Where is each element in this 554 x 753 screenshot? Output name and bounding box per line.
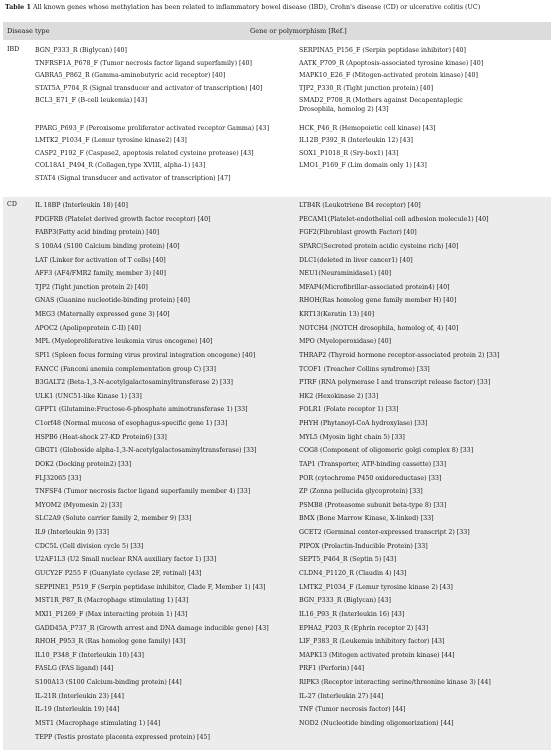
gene-text: U2AF1L3 (U2 Small nuclear RNA auxiliary factor 1) [33] xyxy=(35,556,217,564)
gene-text: MPO (Myeloperoxidase) [40] xyxy=(299,338,392,346)
gene-text: GBGT1 (Globoside alpha-1,3-N-acetylgalactosaminyltransferase) [33] xyxy=(35,447,257,455)
gene-cell-right xyxy=(299,664,549,673)
gene-cell-left xyxy=(35,569,295,578)
section-ibd xyxy=(3,42,551,196)
gene-cell-left xyxy=(35,161,295,170)
gene-text: TNFSF4 (Tumor necrosis factor ligand superfamily member 4) [33] xyxy=(35,488,251,496)
gene-text: DOK2 (Docking protein2) [33] xyxy=(35,460,132,468)
gene-cell-right xyxy=(299,46,549,55)
header-gene: Gene or polymorphism [Ref.] xyxy=(250,27,347,35)
gene-cell-left xyxy=(35,351,295,360)
gene-cell-right xyxy=(299,136,549,145)
gene-text: AFF3 (AF4/FMR2 family, member 3) [40] xyxy=(35,270,166,278)
gene-cell-left xyxy=(35,528,295,537)
gene-text: LTB4R (Leukotriene B4 receptor) [40] xyxy=(299,202,421,209)
gene-cell-right xyxy=(299,242,549,251)
gene-text: MXI1_P1269_F (Max interacting protein 1) [43] xyxy=(35,610,188,618)
gene-cell-right xyxy=(299,149,549,158)
gene-cell-left xyxy=(35,149,295,158)
gene-text: BCL3_E71_F (B-cell leukemia) [43] xyxy=(35,97,148,104)
gene-text: HSPB6 (Heat-shock 27-KD Protein6) [33] xyxy=(35,433,167,441)
gene-cell-left xyxy=(35,474,295,483)
gene-cell-left xyxy=(35,337,295,346)
gene-text: TJP2_P330_R (Tight junction protein) [40] xyxy=(299,84,434,92)
gene-cell-right xyxy=(299,460,549,469)
gene-cell-left xyxy=(35,378,295,387)
section-cd xyxy=(3,197,551,750)
gene-cell-left xyxy=(35,678,295,687)
gene-cell-left xyxy=(35,242,295,251)
gene-text: CLDN4_P1120_R (Claudin 4) [43] xyxy=(299,570,407,577)
caption-label: Table 1 xyxy=(5,3,31,11)
gene-text: STAT4 (Signal transducer and activator of transcription) [47] xyxy=(35,174,231,182)
gene-text: PHYH (Phytanoyl-CoA hydroxylase) [33] xyxy=(299,420,428,428)
gene-cell-right xyxy=(299,296,549,305)
gene-cell-left xyxy=(35,583,295,592)
gene-cell-left xyxy=(35,84,295,93)
gene-text: IL-21R (Interleukin 23) [44] xyxy=(35,692,124,700)
gene-cell-right xyxy=(299,351,549,360)
gene-text: FANCC (Fanconi anemia complementation group C) [33] xyxy=(35,365,217,373)
gene-cell-left xyxy=(35,664,295,673)
gene-cell-right xyxy=(299,651,549,660)
gene-text: C1orf48 (Normal mucosa of esophagus-specific gene 1) [33] xyxy=(35,420,228,428)
gene-text: MST1R_P87_R (Macrophage stimulating 1) [43] xyxy=(35,597,189,605)
gene-cell-left xyxy=(35,256,295,265)
gene-text: PPARG_P693_F (Peroxisome proliferator activated receptor Gamma) [43] xyxy=(35,124,270,132)
gene-text: HK2 (Hexokinase 2) [33] xyxy=(299,392,379,400)
gene-cell-left xyxy=(35,692,295,701)
gene-cell-left xyxy=(35,555,295,564)
gene-cell-right xyxy=(299,324,549,333)
gene-cell-left xyxy=(35,124,295,133)
gene-text: BMX (Bone Marrow Kinase, X-linked) [33] xyxy=(299,515,434,523)
gene-text: GABRA5_P862_R (Gamma-aminobutyric acid receptor) [40] xyxy=(35,72,226,79)
gene-cell-right xyxy=(299,555,549,564)
gene-text: TNF (Tumor necrosis factor) [44] xyxy=(299,706,406,714)
gene-cell-left xyxy=(35,365,295,374)
gene-cell-right xyxy=(299,378,549,387)
gene-text: POR (cytochrome P450 oxidoreductase) [33] xyxy=(299,474,442,482)
gene-text: Drosophila, homolog 2) [43] xyxy=(299,106,389,113)
gene-text: LMTK2_P1034_F (Lemur tyrosine kinase2) [43] xyxy=(35,137,187,144)
gene-text: SOX1_P1018_R (Sry-box1) [43] xyxy=(299,149,399,157)
gene-cell-left xyxy=(35,419,295,428)
gene-text: BGN_P333_R (Biglycan) [40] xyxy=(35,47,127,54)
gene-cell-right xyxy=(299,719,549,728)
gene-text: IL16_P93_R (Interleukin 16) [43] xyxy=(299,610,405,618)
gene-cell-right xyxy=(299,624,549,633)
gene-text: MYOM2 (Myomesin 2) [33] xyxy=(35,501,122,509)
gene-cell-left xyxy=(35,487,295,496)
gene-text: TJP2 (Tight junction protein 2) [40] xyxy=(35,283,148,291)
gene-text: COG8 (Component of oligomeric golgi complex 8) [33] xyxy=(299,447,474,455)
table-caption xyxy=(5,3,551,12)
gene-text: CDC5L (Cell division cycle 5) [33] xyxy=(35,542,144,550)
gene-cell-left xyxy=(35,651,295,660)
gene-cell-right xyxy=(299,596,549,605)
gene-cell-left xyxy=(35,59,295,68)
gene-cell-left xyxy=(35,433,295,442)
gene-cell-left xyxy=(35,201,295,210)
gene-text: GUCY2F P255 F (Guanylate cyclase 2F, retinal) [43] xyxy=(35,570,202,577)
gene-text: RHOH_P953_R (Ras homolog gene family) [43] xyxy=(35,638,186,646)
gene-cell-right xyxy=(299,84,549,93)
table-header xyxy=(3,22,551,40)
gene-text: SPI1 (Spleen focus forming virus proviral integration oncogene) [40] xyxy=(35,351,256,359)
gene-text: NEU1(Neuraminidase1) [40] xyxy=(299,270,392,278)
gene-cell-right xyxy=(299,514,549,523)
gene-cell-right xyxy=(299,705,549,714)
gene-cell-left xyxy=(35,514,295,523)
gene-cell-right xyxy=(299,124,549,133)
gene-text: PECAM1(Platelet-endothelial cell adhesion molecule1) [40] xyxy=(299,215,489,223)
gene-cell-right xyxy=(299,365,549,374)
gene-cell-right xyxy=(299,269,549,278)
caption-text: All known genes whose methylation has been related to inflammatory bowel disease (IBD), Crohn's disease (CD) or ulcerative colitis (UC) xyxy=(32,3,481,11)
gene-cell-right xyxy=(299,283,549,292)
gene-cell-right xyxy=(299,501,549,510)
gene-cell-left xyxy=(35,610,295,619)
gene-cell-left xyxy=(35,71,295,80)
gene-text: LIF_P383_R (Leukemia inhibitory factor) [43] xyxy=(299,638,445,646)
gene-text: MFAP4(Microfibrillar-associated protein4) [40] xyxy=(299,283,450,291)
gene-text: SERPINA5_P156_F (Serpin peptidase inhibitor) [40] xyxy=(299,47,466,54)
gene-cell-left xyxy=(35,215,295,224)
gene-cell-left xyxy=(35,174,295,183)
gene-cell-right xyxy=(299,487,549,496)
gene-text: DLC1(deleted in liver cancer1) [40] xyxy=(299,256,413,264)
gene-cell-left xyxy=(35,637,295,646)
gene-cell-right xyxy=(299,678,549,687)
gene-cell-right xyxy=(299,637,549,646)
gene-cell-left xyxy=(35,228,295,237)
gene-cell-left xyxy=(35,542,295,551)
gene-text: MEG3 (Maternally expressed gene 3) [40] xyxy=(35,311,170,319)
gene-cell-left xyxy=(35,324,295,333)
gene-cell-right xyxy=(299,569,549,578)
gene-cell-left xyxy=(35,136,295,145)
gene-text: FOLR1 (Folate receptor 1) [33] xyxy=(299,406,399,414)
header-disease-type: Disease type xyxy=(7,27,50,35)
gene-text: CASP2_P192_F (Caspase2, apoptosis related cysteine protease) [43] xyxy=(35,149,254,157)
gene-text: LAT (Linker for activation of T cells) [40] xyxy=(35,256,166,264)
gene-text: TEPP (Testis prostate placenta expressed protein) [45] xyxy=(35,733,210,741)
gene-text: SEPPINE1_P519_F (Serpin peptidase inhibitor, Clade F, Member 1) [43] xyxy=(35,583,266,591)
gene-text: THRAP2 (Thyroid hormone receptor-associated protein 2) [33] xyxy=(299,351,500,359)
gene-cell-right xyxy=(299,474,549,483)
gene-cell-right xyxy=(299,228,549,237)
gene-text: IL9 (Interleukin 9) [33] xyxy=(35,529,110,537)
gene-cell-right xyxy=(299,59,549,68)
gene-cell-left xyxy=(35,460,295,469)
gene-cell-right xyxy=(299,583,549,592)
gene-text: GCET2 (Germinal center-expressed transcript 2) [33] xyxy=(299,529,470,537)
gene-cell-right xyxy=(299,71,549,80)
gene-text: B3GALT2 (Beta-1,3-N-acetylgalactosaminyltransferase 2) [33] xyxy=(35,379,233,387)
gene-text: HCK_P46_R (Hemopoietic cell kinase) [43] xyxy=(299,124,436,132)
gene-text: AATK_P709_R (Apoptosis-associated tyrosine kinase) [40] xyxy=(299,59,484,67)
gene-cell-left xyxy=(35,310,295,319)
gene-text: IL10_P348_F (Interleukin 10) [43] xyxy=(35,651,144,659)
gene-text: MST1 (Macrophage stimulating 1) [44] xyxy=(35,719,161,727)
gene-text: PTRF (RNA polymerase I and transcript release factor) [33] xyxy=(299,379,491,387)
gene-cell-right xyxy=(299,405,549,414)
disease-type-cd: CD xyxy=(7,201,17,208)
disease-type-ibd: IBD xyxy=(7,46,20,53)
gene-cell-right xyxy=(299,419,549,428)
gene-cell-right xyxy=(299,392,549,401)
gene-text: GFPT1 (Glutamine:Fructose-6-phosphate aminotransferase 1) [33] xyxy=(35,406,248,414)
gene-text: IL-27 (Interleukin 27) [44] xyxy=(299,692,384,700)
gene-cell-right xyxy=(299,528,549,537)
gene-cell-left xyxy=(35,733,295,742)
gene-text: SMAD2_P708_R (Mothers against Decapentaplegic xyxy=(299,97,463,104)
gene-cell-left xyxy=(35,46,295,55)
gene-cell-left xyxy=(35,96,295,105)
gene-text: FGF2(Fibroblast growth Factor) [40] xyxy=(299,229,417,237)
gene-text: PDGFRB (Platelet derived growth factor receptor) [40] xyxy=(35,215,211,223)
gene-text: MAPK13 (Mitogen activated protein kinase) [44] xyxy=(299,651,455,659)
gene-text: TAP1 (Transporter, ATP-binding cassette) [33] xyxy=(299,460,447,468)
gene-text: NOD2 (Nucleotide binding oligomerization) [44] xyxy=(299,719,454,727)
gene-cell-right xyxy=(299,433,549,442)
gene-text: LMTK2_P1034_F (Lemur tyrosine kinase 2) [43] xyxy=(299,583,453,591)
gene-cell-left xyxy=(35,596,295,605)
gene-cell-right xyxy=(299,256,549,265)
gene-cell-left xyxy=(35,269,295,278)
gene-cell-left xyxy=(35,446,295,455)
gene-cell-left xyxy=(35,501,295,510)
gene-text: COL18A1_P494_R (Collagen,type XVIII, alpha-1) [43] xyxy=(35,162,206,169)
gene-cell-left xyxy=(35,296,295,305)
gene-cell-right xyxy=(299,96,549,114)
gene-text: MPL (Myeloproliferative leukemia virus oncogene) [40] xyxy=(35,338,213,346)
gene-text: IL-19 (Interleukin 19) [44] xyxy=(35,706,120,714)
gene-text: PSMB8 (Proteasome subunit beta-type 8) [33] xyxy=(299,501,447,509)
gene-cell-right xyxy=(299,201,549,210)
gene-cell-right xyxy=(299,310,549,319)
gene-cell-left xyxy=(35,283,295,292)
gene-text: APOC2 (Apolipoprotein C-II) [40] xyxy=(35,324,141,332)
gene-text: TNFRSF1A_P678_F (Tumor necrosis factor ligand superfamily) [40] xyxy=(35,59,252,67)
gene-text: FABP3(Fatty acid binding protein) [40] xyxy=(35,229,160,237)
gene-text: FLJ32065 [33] xyxy=(35,474,82,482)
gene-text: RHOH(Ras homolog gene family member H) [40] xyxy=(299,297,457,305)
gene-cell-left xyxy=(35,624,295,633)
gene-text: GNAS (Guanine nucleotide-binding protein) [40] xyxy=(35,297,190,305)
gene-cell-left xyxy=(35,705,295,714)
gene-cell-right xyxy=(299,610,549,619)
gene-cell-right xyxy=(299,161,549,170)
gene-text: S100A13 (S100 Calcium-binding protein) [44] xyxy=(35,679,182,687)
gene-cell-left xyxy=(35,405,295,414)
gene-cell-right xyxy=(299,542,549,551)
gene-text: IL 18BP (Interleukin 18) [40] xyxy=(35,202,128,209)
gene-text: TCOF1 (Treacher Collins syndrome) [33] xyxy=(299,365,430,373)
gene-text: ULK1 (UNC51-like Kinase 1) [33] xyxy=(35,392,142,400)
gene-text: LMO1_P169_F (Lim domain only 1) [43] xyxy=(299,162,427,169)
gene-text: SEPT5_P464_R (Septin 5) [43] xyxy=(299,556,397,564)
gene-cell-right xyxy=(299,692,549,701)
gene-text: MAPK10_E26_F (Mitogen-activated protein kinase) [40] xyxy=(299,72,478,79)
gene-text: STAT5A_P704_R (Signal transducer and activator of transcription) [40] xyxy=(35,84,263,92)
gene-text: S 100A4 (S100 Calcium binding protein) [40] xyxy=(35,242,180,250)
gene-text: GADD45A_P737_R (Growth arrest and DNA damage inducible gene) [43] xyxy=(35,624,269,632)
gene-text: FASLG (FAS ligand) [44] xyxy=(35,665,114,673)
gene-text: PIPOX (Prolactin-Inducible Protein) [33] xyxy=(299,542,428,550)
gene-cell-right xyxy=(299,446,549,455)
gene-text: PRF1 (Perforin) [44] xyxy=(299,665,365,673)
gene-text: SPARC(Secreted protein acidic cysteine rich) [40] xyxy=(299,242,459,250)
gene-cell-right xyxy=(299,215,549,224)
gene-text: KRT13(Keratin 13) [40] xyxy=(299,311,375,319)
gene-cell-right xyxy=(299,337,549,346)
gene-text: EPHA2_P203_R (Ephrin receptor 2) [43] xyxy=(299,624,429,632)
gene-text: NOTCH4 (NOTCH drosophila, homolog of, 4) [40] xyxy=(299,324,459,332)
gene-cell-left xyxy=(35,392,295,401)
gene-text: IL12B_P392_R (Interleukin 12) [43] xyxy=(299,137,413,144)
gene-text: BGN_P333_R (Biglycan) [43] xyxy=(299,597,391,605)
gene-cell-left xyxy=(35,719,295,728)
gene-text: ZP (Zonna pellucida glycoprotein) [33] xyxy=(299,488,423,496)
gene-text: SLC2A9 (Solute carrier family 2, member 9) [33] xyxy=(35,515,192,523)
gene-text: RIPK3 (Receptor interacting serine/threonine kinase 3) [44] xyxy=(299,679,491,687)
gene-text: MYL5 (Myosin light chain 5) [33] xyxy=(299,433,405,441)
